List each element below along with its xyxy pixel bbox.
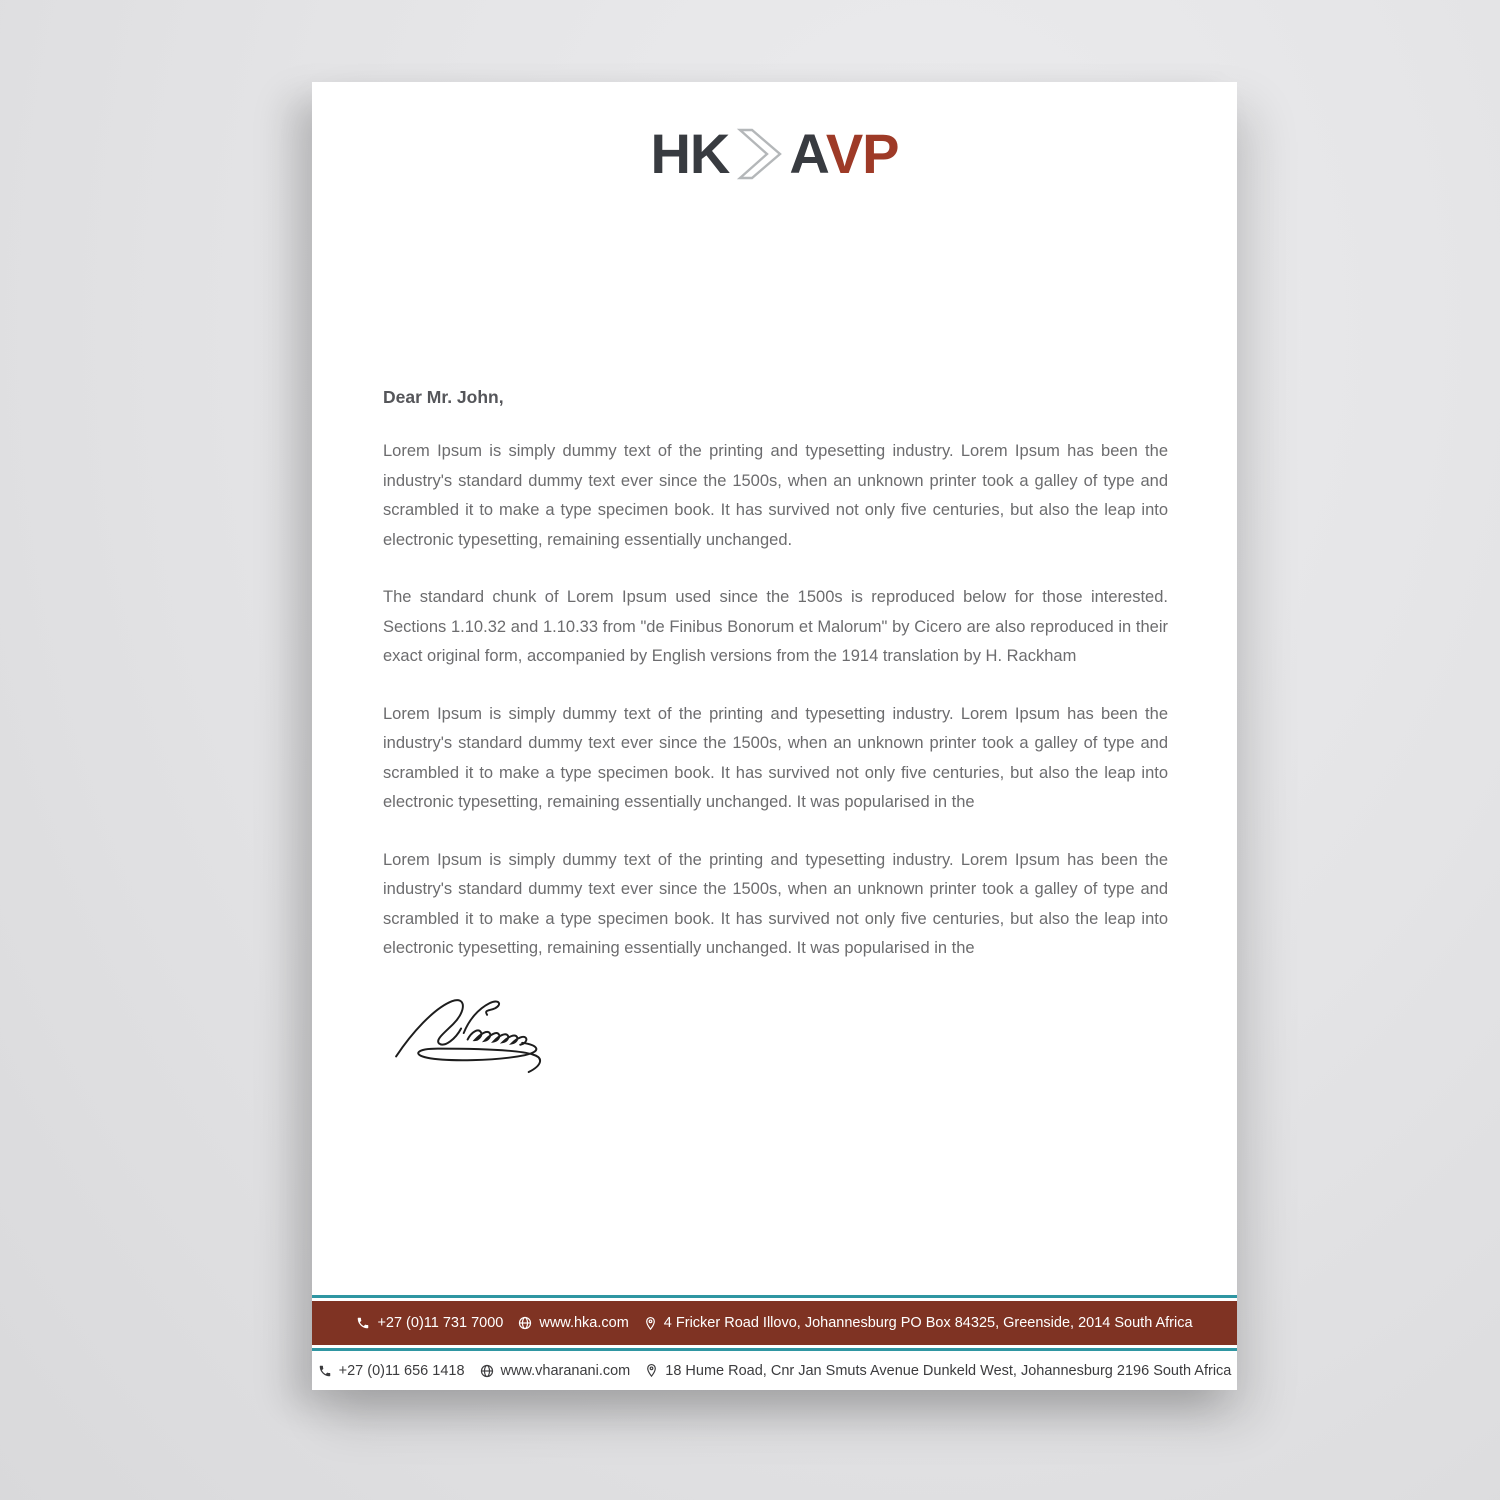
- location-pin-icon: [645, 1363, 658, 1378]
- footer-website: www.hka.com: [539, 1315, 629, 1331]
- footer: [312, 1295, 1237, 1390]
- footer-address: 18 Hume Road, Cnr Jan Smuts Avenue Dunkeld West, Johannesburg 2196 South Africa: [665, 1362, 1232, 1379]
- globe-icon: [518, 1316, 532, 1330]
- footer-phone: +27 (0)11 731 7000: [377, 1315, 504, 1331]
- location-pin-icon: [644, 1316, 657, 1331]
- footer-website: www.vharanani.com: [500, 1362, 631, 1379]
- letter-paragraph: Lorem Ipsum is simply dummy text of the printing and typesetting industry. Lorem Ipsum has been the industry's standard dummy text ever since the 1500s, when an unknown printer took a galley of type and scrambled it to make a type specimen book. It has survived not only five centuries, but also the leap into electronic typesetting, remaining essentially unchanged.: [383, 442, 1168, 549]
- letter-body: [383, 387, 1168, 1078]
- letterhead-page: [312, 82, 1237, 1390]
- footer-address: 4 Fricker Road Illovo, Johannesburg PO Box 84325, Greenside, 2014 South Africa: [663, 1315, 1193, 1331]
- chevron-right-icon: [734, 126, 786, 182]
- salutation: Dear Mr. John,: [383, 387, 504, 407]
- letter-paragraph: The standard chunk of Lorem Ipsum used since the 1500s is reproduced below for those interested. Sections 1.10.32 and 1.10.33 from "de Finibus Bonorum et Malorum" by Cicero are also reproduced in their exact original form, accompanied by English versions from the 1914 translation by H. Rackham: [383, 588, 1168, 665]
- letter-paragraph: Lorem Ipsum is simply dummy text of the printing and typesetting industry. Lorem Ipsum has been the industry's standard dummy text ever since the 1500s, when an unknown printer took a galley of type and scrambled it to make a type specimen book. It has survived not only five centuries, but also the leap into electronic typesetting, remaining essentially unchanged. It was popularised in the: [383, 850, 1168, 957]
- footer-top-rule: [312, 1295, 1237, 1298]
- brand-logo: [312, 122, 1237, 185]
- footer-primary-bar: [312, 1301, 1237, 1345]
- phone-icon: [356, 1316, 370, 1330]
- logo-text-vp: VP: [825, 122, 899, 185]
- globe-icon: [480, 1364, 494, 1378]
- footer-secondary-line: [312, 1351, 1237, 1390]
- logo-text-a: A: [789, 122, 829, 185]
- footer-phone: +27 (0)11 656 1418: [338, 1362, 465, 1379]
- logo-text-hk: HK: [650, 122, 730, 185]
- signature-glyph: [387, 992, 582, 1078]
- signature: [387, 992, 1168, 1078]
- phone-icon: [318, 1364, 332, 1378]
- letter-paragraph: Lorem Ipsum is simply dummy text of the printing and typesetting industry. Lorem Ipsum has been the industry's standard dummy text ever since the 1500s, when an unknown printer took a galley of type and scrambled it to make a type specimen book. It has survived not only five centuries, but also the leap into electronic typesetting, remaining essentially unchanged. It was popularised in the: [383, 704, 1168, 811]
